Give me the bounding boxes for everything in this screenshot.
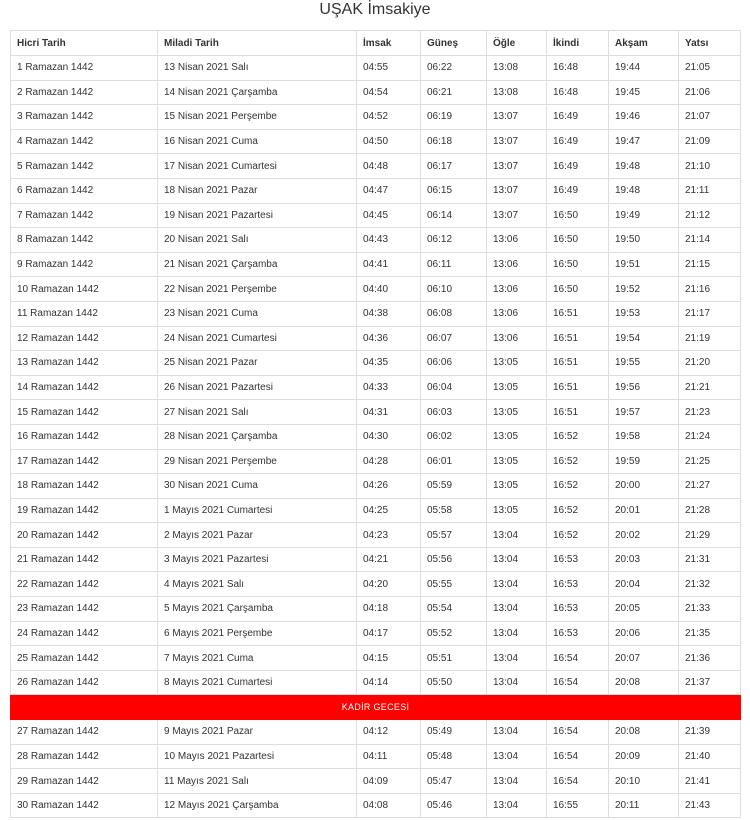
cell-hicri-tarih: 25 Ramazan 1442: [11, 646, 158, 671]
cell-imsak: 04:17: [357, 621, 421, 646]
cell-miladi-tarih: 13 Nisan 2021 Salı: [158, 56, 357, 81]
cell-miladi-tarih: 5 Mayıs 2021 Çarşamba: [158, 597, 357, 622]
cell-ogle: 13:08: [487, 80, 547, 105]
cell-ikindi: 16:55: [547, 793, 609, 818]
cell-miladi-tarih: 18 Nisan 2021 Pazar: [158, 178, 357, 203]
cell-ogle: 13:04: [487, 744, 547, 769]
cell-imsak: 04:26: [357, 474, 421, 499]
cell-imsak: 04:45: [357, 203, 421, 228]
cell-yatsi: 21:15: [679, 252, 741, 277]
table-body-before: [11, 56, 741, 695]
cell-ogle: 13:06: [487, 228, 547, 253]
cell-hicri-tarih: 19 Ramazan 1442: [11, 498, 158, 523]
cell-miladi-tarih: 20 Nisan 2021 Salı: [158, 228, 357, 253]
cell-aksam: 20:03: [609, 547, 679, 572]
cell-miladi-tarih: 24 Nisan 2021 Cumartesi: [158, 326, 357, 351]
cell-aksam: 20:06: [609, 621, 679, 646]
cell-miladi-tarih: 16 Nisan 2021 Cuma: [158, 129, 357, 154]
cell-imsak: 04:48: [357, 154, 421, 179]
cell-yatsi: 21:32: [679, 572, 741, 597]
cell-hicri-tarih: 5 Ramazan 1442: [11, 154, 158, 179]
cell-imsak: 04:11: [357, 744, 421, 769]
cell-ogle: 13:06: [487, 326, 547, 351]
cell-aksam: 20:09: [609, 744, 679, 769]
cell-miladi-tarih: 15 Nisan 2021 Perşembe: [158, 105, 357, 130]
table-row: [11, 178, 741, 203]
cell-gunes: 05:46: [421, 793, 487, 818]
cell-gunes: 05:49: [421, 720, 487, 745]
cell-aksam: 19:54: [609, 326, 679, 351]
cell-yatsi: 21:24: [679, 424, 741, 449]
cell-aksam: 19:55: [609, 351, 679, 376]
table-row: [11, 252, 741, 277]
cell-ikindi: 16:52: [547, 449, 609, 474]
cell-imsak: 04:41: [357, 252, 421, 277]
header-ikindi: İkindi: [547, 31, 609, 56]
cell-hicri-tarih: 12 Ramazan 1442: [11, 326, 158, 351]
cell-yatsi: 21:31: [679, 547, 741, 572]
cell-imsak: 04:43: [357, 228, 421, 253]
cell-aksam: 19:51: [609, 252, 679, 277]
header-gunes: Güneş: [421, 31, 487, 56]
cell-yatsi: 21:06: [679, 80, 741, 105]
cell-aksam: 20:07: [609, 646, 679, 671]
cell-yatsi: 21:36: [679, 646, 741, 671]
cell-ikindi: 16:49: [547, 129, 609, 154]
cell-gunes: 05:48: [421, 744, 487, 769]
cell-yatsi: 21:33: [679, 597, 741, 622]
header-row: [11, 31, 741, 56]
cell-aksam: 20:10: [609, 769, 679, 794]
cell-aksam: 19:44: [609, 56, 679, 81]
cell-hicri-tarih: 24 Ramazan 1442: [11, 621, 158, 646]
cell-aksam: 20:11: [609, 793, 679, 818]
cell-ikindi: 16:51: [547, 351, 609, 376]
cell-gunes: 06:17: [421, 154, 487, 179]
header-aksam: Akşam: [609, 31, 679, 56]
cell-gunes: 06:03: [421, 400, 487, 425]
cell-gunes: 06:14: [421, 203, 487, 228]
cell-hicri-tarih: 27 Ramazan 1442: [11, 720, 158, 745]
cell-ikindi: 16:49: [547, 105, 609, 130]
cell-miladi-tarih: 11 Mayıs 2021 Salı: [158, 769, 357, 794]
cell-ogle: 13:06: [487, 301, 547, 326]
kadir-gecesi-section: [11, 695, 741, 720]
cell-miladi-tarih: 30 Nisan 2021 Cuma: [158, 474, 357, 499]
cell-ikindi: 16:52: [547, 424, 609, 449]
cell-ikindi: 16:49: [547, 154, 609, 179]
table-row: [11, 228, 741, 253]
cell-imsak: 04:40: [357, 277, 421, 302]
table-row: [11, 277, 741, 302]
cell-ikindi: 16:52: [547, 498, 609, 523]
cell-ikindi: 16:51: [547, 301, 609, 326]
cell-miladi-tarih: 17 Nisan 2021 Cumartesi: [158, 154, 357, 179]
cell-hicri-tarih: 6 Ramazan 1442: [11, 178, 158, 203]
cell-ogle: 13:05: [487, 351, 547, 376]
cell-yatsi: 21:21: [679, 375, 741, 400]
cell-gunes: 05:57: [421, 523, 487, 548]
cell-ikindi: 16:50: [547, 277, 609, 302]
table-row: [11, 498, 741, 523]
cell-ogle: 13:07: [487, 203, 547, 228]
cell-yatsi: 21:41: [679, 769, 741, 794]
cell-hicri-tarih: 22 Ramazan 1442: [11, 572, 158, 597]
cell-ogle: 13:07: [487, 129, 547, 154]
cell-yatsi: 21:14: [679, 228, 741, 253]
cell-ikindi: 16:54: [547, 646, 609, 671]
cell-imsak: 04:33: [357, 375, 421, 400]
cell-ikindi: 16:54: [547, 670, 609, 695]
cell-miladi-tarih: 10 Mayıs 2021 Pazartesi: [158, 744, 357, 769]
table-row: [11, 56, 741, 81]
cell-ikindi: 16:53: [547, 621, 609, 646]
cell-aksam: 19:48: [609, 178, 679, 203]
cell-ikindi: 16:48: [547, 80, 609, 105]
header-hicri-tarih: Hicri Tarih: [11, 31, 158, 56]
cell-gunes: 06:21: [421, 80, 487, 105]
cell-imsak: 04:08: [357, 793, 421, 818]
table-row: [11, 793, 741, 818]
cell-gunes: 05:52: [421, 621, 487, 646]
cell-aksam: 19:46: [609, 105, 679, 130]
cell-hicri-tarih: 3 Ramazan 1442: [11, 105, 158, 130]
table-row: [11, 769, 741, 794]
cell-imsak: 04:09: [357, 769, 421, 794]
cell-miladi-tarih: 4 Mayıs 2021 Salı: [158, 572, 357, 597]
cell-ikindi: 16:51: [547, 400, 609, 425]
cell-ikindi: 16:51: [547, 375, 609, 400]
cell-gunes: 05:58: [421, 498, 487, 523]
cell-ikindi: 16:49: [547, 178, 609, 203]
cell-hicri-tarih: 1 Ramazan 1442: [11, 56, 158, 81]
cell-hicri-tarih: 23 Ramazan 1442: [11, 597, 158, 622]
cell-miladi-tarih: 29 Nisan 2021 Perşembe: [158, 449, 357, 474]
cell-hicri-tarih: 28 Ramazan 1442: [11, 744, 158, 769]
cell-miladi-tarih: 14 Nisan 2021 Çarşamba: [158, 80, 357, 105]
cell-gunes: 06:18: [421, 129, 487, 154]
table-row: [11, 326, 741, 351]
cell-miladi-tarih: 22 Nisan 2021 Perşembe: [158, 277, 357, 302]
cell-aksam: 19:56: [609, 375, 679, 400]
cell-ogle: 13:04: [487, 621, 547, 646]
cell-yatsi: 21:12: [679, 203, 741, 228]
cell-yatsi: 21:29: [679, 523, 741, 548]
cell-miladi-tarih: 26 Nisan 2021 Pazartesi: [158, 375, 357, 400]
table-row: [11, 523, 741, 548]
cell-yatsi: 21:40: [679, 744, 741, 769]
cell-ikindi: 16:52: [547, 523, 609, 548]
cell-imsak: 04:35: [357, 351, 421, 376]
cell-aksam: 20:05: [609, 597, 679, 622]
cell-ikindi: 16:50: [547, 203, 609, 228]
cell-gunes: 05:59: [421, 474, 487, 499]
cell-ogle: 13:04: [487, 670, 547, 695]
table-row: [11, 129, 741, 154]
cell-ogle: 13:04: [487, 597, 547, 622]
cell-yatsi: 21:25: [679, 449, 741, 474]
table-row: [11, 301, 741, 326]
cell-gunes: 06:07: [421, 326, 487, 351]
cell-imsak: 04:20: [357, 572, 421, 597]
cell-hicri-tarih: 21 Ramazan 1442: [11, 547, 158, 572]
cell-ogle: 13:05: [487, 375, 547, 400]
table-row: [11, 154, 741, 179]
cell-hicri-tarih: 20 Ramazan 1442: [11, 523, 158, 548]
cell-aksam: 20:08: [609, 720, 679, 745]
cell-miladi-tarih: 27 Nisan 2021 Salı: [158, 400, 357, 425]
cell-ogle: 13:04: [487, 646, 547, 671]
table-row: [11, 720, 741, 745]
cell-imsak: 04:25: [357, 498, 421, 523]
cell-gunes: 06:22: [421, 56, 487, 81]
cell-miladi-tarih: 19 Nisan 2021 Pazartesi: [158, 203, 357, 228]
cell-imsak: 04:50: [357, 129, 421, 154]
header-imsak: İmsak: [357, 31, 421, 56]
table-row: [11, 449, 741, 474]
cell-ogle: 13:05: [487, 498, 547, 523]
cell-gunes: 06:15: [421, 178, 487, 203]
cell-ikindi: 16:52: [547, 474, 609, 499]
cell-gunes: 06:01: [421, 449, 487, 474]
cell-miladi-tarih: 23 Nisan 2021 Cuma: [158, 301, 357, 326]
cell-ogle: 13:07: [487, 154, 547, 179]
cell-imsak: 04:36: [357, 326, 421, 351]
cell-imsak: 04:12: [357, 720, 421, 745]
cell-gunes: 06:10: [421, 277, 487, 302]
cell-imsak: 04:52: [357, 105, 421, 130]
cell-aksam: 19:45: [609, 80, 679, 105]
cell-hicri-tarih: 29 Ramazan 1442: [11, 769, 158, 794]
cell-aksam: 20:01: [609, 498, 679, 523]
cell-aksam: 19:58: [609, 424, 679, 449]
cell-ikindi: 16:50: [547, 252, 609, 277]
table-row: [11, 351, 741, 376]
cell-gunes: 06:04: [421, 375, 487, 400]
cell-aksam: 20:00: [609, 474, 679, 499]
cell-ogle: 13:07: [487, 105, 547, 130]
cell-gunes: 06:08: [421, 301, 487, 326]
cell-hicri-tarih: 7 Ramazan 1442: [11, 203, 158, 228]
cell-miladi-tarih: 8 Mayıs 2021 Cumartesi: [158, 670, 357, 695]
cell-miladi-tarih: 28 Nisan 2021 Çarşamba: [158, 424, 357, 449]
cell-yatsi: 21:17: [679, 301, 741, 326]
table-row: [11, 744, 741, 769]
table-row: [11, 646, 741, 671]
cell-ikindi: 16:53: [547, 597, 609, 622]
cell-hicri-tarih: 11 Ramazan 1442: [11, 301, 158, 326]
table-row: [11, 474, 741, 499]
cell-ogle: 13:05: [487, 400, 547, 425]
cell-imsak: 04:55: [357, 56, 421, 81]
cell-ogle: 13:06: [487, 277, 547, 302]
cell-aksam: 19:48: [609, 154, 679, 179]
cell-aksam: 20:08: [609, 670, 679, 695]
table-row: [11, 597, 741, 622]
cell-ikindi: 16:48: [547, 56, 609, 81]
cell-ogle: 13:04: [487, 523, 547, 548]
cell-yatsi: 21:11: [679, 178, 741, 203]
cell-yatsi: 21:16: [679, 277, 741, 302]
cell-yatsi: 21:43: [679, 793, 741, 818]
header-yatsi: Yatsı: [679, 31, 741, 56]
cell-yatsi: 21:39: [679, 720, 741, 745]
cell-gunes: 06:12: [421, 228, 487, 253]
cell-hicri-tarih: 10 Ramazan 1442: [11, 277, 158, 302]
cell-imsak: 04:31: [357, 400, 421, 425]
page-title: UŞAK İmsakiye: [319, 1, 431, 18]
cell-ikindi: 16:51: [547, 326, 609, 351]
cell-gunes: 05:47: [421, 769, 487, 794]
cell-ogle: 13:05: [487, 474, 547, 499]
table-row: [11, 105, 741, 130]
cell-gunes: 05:51: [421, 646, 487, 671]
cell-yatsi: 21:37: [679, 670, 741, 695]
cell-aksam: 19:50: [609, 228, 679, 253]
cell-aksam: 20:02: [609, 523, 679, 548]
cell-miladi-tarih: 9 Mayıs 2021 Pazar: [158, 720, 357, 745]
cell-yatsi: 21:27: [679, 474, 741, 499]
cell-imsak: 04:54: [357, 80, 421, 105]
kadir-gecesi-label: KADİR GECESİ: [11, 695, 741, 720]
cell-yatsi: 21:35: [679, 621, 741, 646]
cell-hicri-tarih: 15 Ramazan 1442: [11, 400, 158, 425]
cell-miladi-tarih: 3 Mayıs 2021 Pazartesi: [158, 547, 357, 572]
cell-gunes: 06:11: [421, 252, 487, 277]
table-row: [11, 80, 741, 105]
table-row: [11, 621, 741, 646]
cell-hicri-tarih: 14 Ramazan 1442: [11, 375, 158, 400]
cell-aksam: 19:59: [609, 449, 679, 474]
table-row: [11, 670, 741, 695]
cell-hicri-tarih: 4 Ramazan 1442: [11, 129, 158, 154]
cell-imsak: 04:18: [357, 597, 421, 622]
cell-imsak: 04:47: [357, 178, 421, 203]
cell-yatsi: 21:20: [679, 351, 741, 376]
header-ogle: Öğle: [487, 31, 547, 56]
cell-hicri-tarih: 2 Ramazan 1442: [11, 80, 158, 105]
cell-gunes: 05:50: [421, 670, 487, 695]
cell-aksam: 19:49: [609, 203, 679, 228]
cell-imsak: 04:14: [357, 670, 421, 695]
cell-aksam: 19:52: [609, 277, 679, 302]
cell-hicri-tarih: 16 Ramazan 1442: [11, 424, 158, 449]
kadir-gecesi-row: [11, 695, 741, 720]
cell-hicri-tarih: 8 Ramazan 1442: [11, 228, 158, 253]
cell-aksam: 19:53: [609, 301, 679, 326]
cell-ikindi: 16:54: [547, 744, 609, 769]
cell-aksam: 19:47: [609, 129, 679, 154]
table-row: [11, 547, 741, 572]
cell-ogle: 13:04: [487, 572, 547, 597]
cell-gunes: 05:54: [421, 597, 487, 622]
cell-ogle: 13:06: [487, 252, 547, 277]
cell-hicri-tarih: 26 Ramazan 1442: [11, 670, 158, 695]
table-body-after: [11, 720, 741, 818]
table-row: [11, 375, 741, 400]
cell-ogle: 13:08: [487, 56, 547, 81]
cell-miladi-tarih: 2 Mayıs 2021 Pazar: [158, 523, 357, 548]
cell-imsak: 04:28: [357, 449, 421, 474]
cell-yatsi: 21:28: [679, 498, 741, 523]
cell-ogle: 13:04: [487, 769, 547, 794]
cell-ogle: 13:07: [487, 178, 547, 203]
cell-miladi-tarih: 12 Mayıs 2021 Çarşamba: [158, 793, 357, 818]
cell-ikindi: 16:53: [547, 547, 609, 572]
cell-ikindi: 16:54: [547, 720, 609, 745]
cell-imsak: 04:23: [357, 523, 421, 548]
cell-imsak: 04:30: [357, 424, 421, 449]
cell-ogle: 13:04: [487, 547, 547, 572]
cell-ogle: 13:04: [487, 793, 547, 818]
cell-gunes: 06:06: [421, 351, 487, 376]
cell-ikindi: 16:54: [547, 769, 609, 794]
table-row: [11, 400, 741, 425]
cell-hicri-tarih: 13 Ramazan 1442: [11, 351, 158, 376]
cell-gunes: 06:19: [421, 105, 487, 130]
table-row: [11, 424, 741, 449]
cell-imsak: 04:38: [357, 301, 421, 326]
cell-miladi-tarih: 21 Nisan 2021 Çarşamba: [158, 252, 357, 277]
cell-imsak: 04:21: [357, 547, 421, 572]
cell-yatsi: 21:07: [679, 105, 741, 130]
cell-yatsi: 21:19: [679, 326, 741, 351]
cell-yatsi: 21:05: [679, 56, 741, 81]
cell-gunes: 06:02: [421, 424, 487, 449]
cell-gunes: 05:55: [421, 572, 487, 597]
cell-hicri-tarih: 9 Ramazan 1442: [11, 252, 158, 277]
cell-ikindi: 16:50: [547, 228, 609, 253]
cell-aksam: 19:57: [609, 400, 679, 425]
cell-yatsi: 21:09: [679, 129, 741, 154]
cell-yatsi: 21:10: [679, 154, 741, 179]
imsakiye-table: [10, 30, 741, 818]
cell-hicri-tarih: 30 Ramazan 1442: [11, 793, 158, 818]
cell-miladi-tarih: 6 Mayıs 2021 Perşembe: [158, 621, 357, 646]
table-row: [11, 203, 741, 228]
cell-ogle: 13:04: [487, 720, 547, 745]
cell-ikindi: 16:53: [547, 572, 609, 597]
cell-gunes: 05:56: [421, 547, 487, 572]
cell-miladi-tarih: 25 Nisan 2021 Pazar: [158, 351, 357, 376]
cell-imsak: 04:15: [357, 646, 421, 671]
cell-ogle: 13:05: [487, 424, 547, 449]
header-miladi-tarih: Miladi Tarih: [158, 31, 357, 56]
cell-miladi-tarih: 7 Mayıs 2021 Cuma: [158, 646, 357, 671]
cell-miladi-tarih: 1 Mayıs 2021 Cumartesi: [158, 498, 357, 523]
table-row: [11, 572, 741, 597]
cell-aksam: 20:04: [609, 572, 679, 597]
cell-hicri-tarih: 18 Ramazan 1442: [11, 474, 158, 499]
cell-yatsi: 21:23: [679, 400, 741, 425]
cell-ogle: 13:05: [487, 449, 547, 474]
cell-hicri-tarih: 17 Ramazan 1442: [11, 449, 158, 474]
